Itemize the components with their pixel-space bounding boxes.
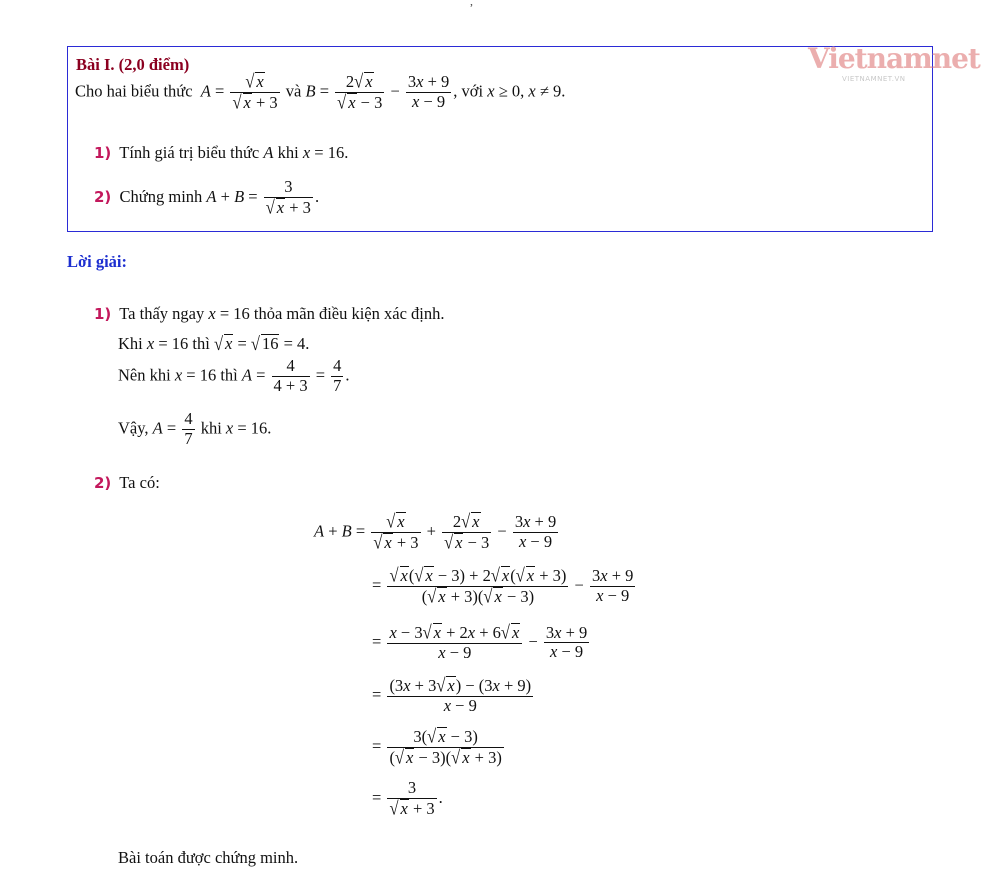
derivation-line-6: = $\frac{3}{√ x + 3}$ . [372,778,443,820]
part-1-number: 1) [94,305,112,323]
part-1-line-4-prefix: Vậy, [118,418,149,438]
part-2-number: 2) [94,474,112,492]
logo-subtext: VIETNAMNET.VN [842,75,906,83]
task-1-number: 1) [94,144,112,162]
part-2-intro-text: Ta có: [119,473,160,492]
part-1-line-1-text: Ta thấy ngay [119,304,205,323]
task-1: 1) Tính giá trị biểu thức A khi x = 16. [94,143,349,162]
task-2-target: $\frac{3}{√ x + 3}$ [265,177,311,219]
condition-prefix: , với [453,81,484,101]
part-1-line-4: Vậy, A = $\frac{4}{7}$ khi x = 16. [118,409,272,448]
task-2-number: 2) [94,187,112,206]
part-1-line-1: 1) Ta thấy ngay x = 16 thỏa mãn điều kiện xác định. [94,304,445,323]
logo-wordmark: Vietnamnet [808,42,980,75]
task-1-when: khi [277,143,299,162]
part-1-line-3-then: thì [220,365,238,385]
vietnamnet-logo [798,42,980,88]
part-1-line-4-when: khi [200,418,222,438]
conclusion: Bài toán được chứng minh. [118,848,299,867]
expr-b-term1: $\frac{2√ x}{√ x - 3}$ [337,70,383,114]
top-mark: , [470,0,473,8]
task-1-text: Tính giá trị biểu thức [119,143,260,162]
derivation-line-4: = $\frac{(3x + 3√ x) - (3x + 9)}{x - 9}$ [372,674,532,715]
expr-b-term2: $\frac{3x + 9}{x - 9}$ [407,72,450,111]
expr-a: $\frac{√ x}{√ x + 3}$ [232,70,278,114]
problem-statement: Cho hai biểu thức A = $\frac{√ x}{√ x + 3}$ và B = $\frac{2√ x}{√ x - 3}$ − $\frac{3x + 9}{x - 9}$ , với x ≥ 0, x ≠ 9. [75,70,566,114]
part-1-line-3: Nên khi x = 16 thì A = $\frac{4}{4 + 3}$ = $\frac{4}{7}$ . [118,356,350,395]
part-1-line-2-prefix: Khi [118,334,143,353]
part-1-line-2-then: thì [192,334,210,353]
derivation-line-1: A + B = $\frac{√ x}{√ x + 3}$ + $\frac{2√ x}{√ x - 3}$ − $\frac{3x + 9}{x - 9}$ [314,510,557,554]
derivation-line-5: = $\frac{3(√ x - 3)}{(√ x - 3)(√ x + 3)}$ [372,725,502,769]
derivation-line-2: = $\frac{√ x(√ x - 3) + 2√ x(√ x + 3)}{(√ x + 3)(√ x - 3)}$ − $\frac{3x + 9}{x - 9}$ [372,564,634,608]
task-2-text: Chứng minh [119,186,203,206]
derivation-line-3: = $\frac{x - 3√ x + 2x + 6√ x}{x - 9}$ − $\frac{3x + 9}{x - 9}$ [372,621,588,662]
part-1-line-3-prefix: Nên khi [118,365,171,385]
task-2: 2) Chứng minh A + B = $\frac{3}{√ x + 3}$ . [94,177,320,219]
part-1-line-1-tail: thỏa mãn điều kiện xác định. [253,304,445,323]
intro-text: Cho hai biểu thức [75,81,193,101]
and-word: và [285,81,302,101]
part-1-line-2: Khi x = 16 thì √ x = √ 16 = 4. [118,332,310,355]
part-2-intro [94,473,160,493]
solution-heading: Lời giải: [67,252,128,271]
problem-title: Bài I. (2,0 điểm) [76,55,190,74]
